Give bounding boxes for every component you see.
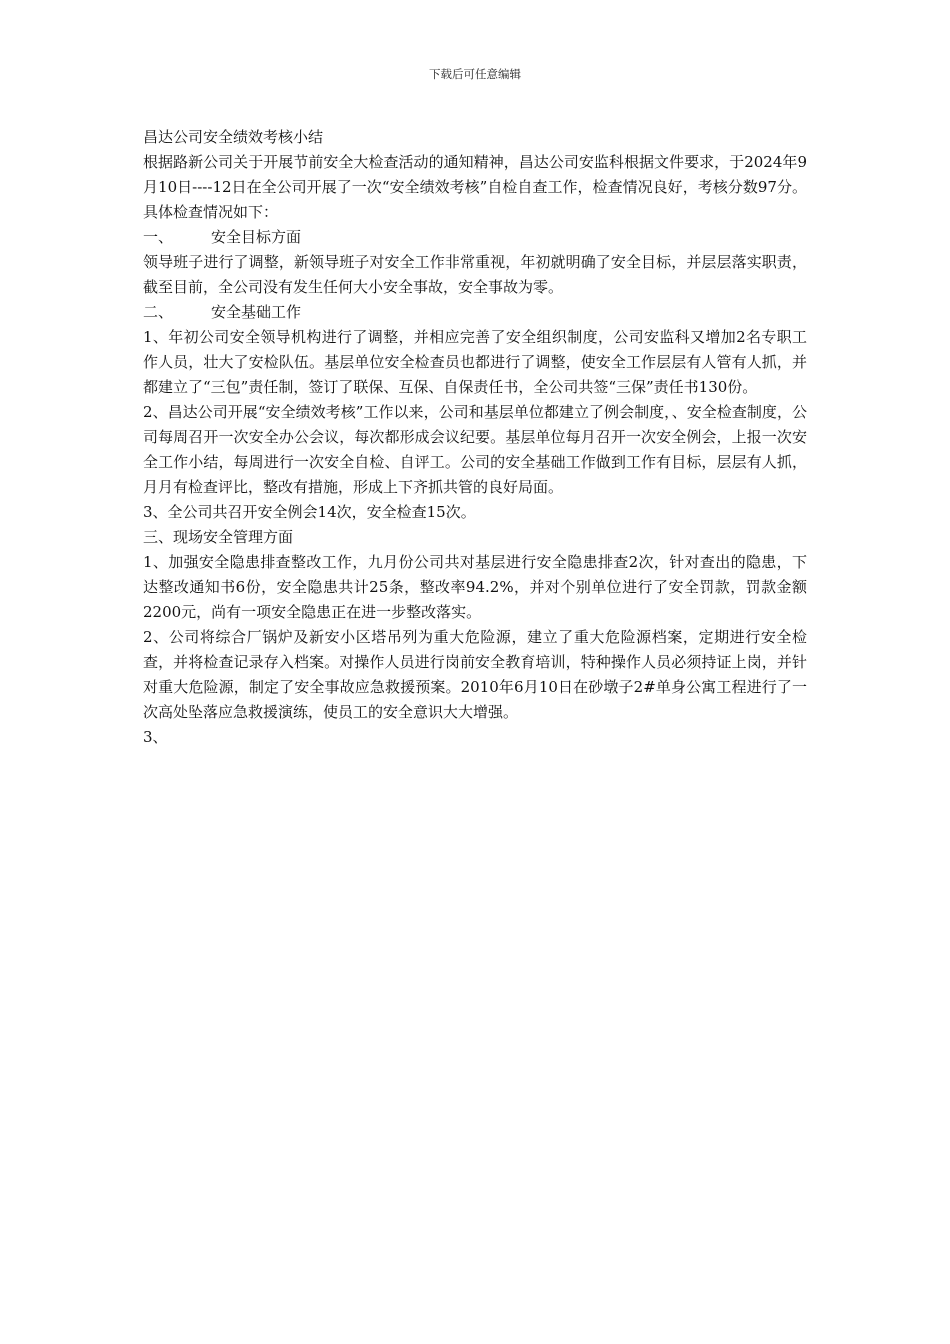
section-heading-3: 三、现场安全管理方面 xyxy=(143,528,294,546)
section-number-1: 一、 xyxy=(143,228,174,246)
section-heading-1 xyxy=(143,225,807,250)
section-title-2: 安全基础工作 xyxy=(211,303,302,321)
section-1-paragraph-1: 领导班子进行了调整，新领导班子对安全工作非常重视，年初就明确了安全目标，并层层落实职责，截至目前，全公司没有发生任何大小安全事故，安全事故为零。 xyxy=(143,253,807,296)
section-number-2: 二、 xyxy=(143,303,174,321)
section-2-paragraph-2: 2、昌达公司开展“安全绩效考核”工作以来，公司和基层单位都建立了例会制度，、安全检查制度，公司每周召开一次安全办公会议，每次都形成会议纪要。基层单位每月召开一次安全例会，上报一次安全工作小结，每周进行一次安全自检、自评工。公司的安全基础工作做到工作有目标，层层有人抓，月月有检查评比，整改有措施，形成上下齐抓共管的良好局面。 xyxy=(143,403,807,496)
section-3-paragraph-2: 2、公司将综合厂锅炉及新安小区塔吊列为重大危险源，建立了重大危险源档案，定期进行安全检查，并将检查记录存入档案。对操作人员进行岗前安全教育培训，特种操作人员必须持证上岗，并针对重大危险源，制定了安全事故应急救援预案。2010年6月10日在砂墩子2#单身公寓工程进行了一次高处坠落应急救援演练，使员工的安全意识大大增强。 xyxy=(143,628,807,721)
section-3-paragraph-1: 1、加强安全隐患排查整改工作，九月份公司共对基层进行安全隐患排查2次，针对查出的隐患，下达整改通知书6份，安全隐患共计25条，整改率94.2%，并对个别单位进行了安全罚款，罚款金额2200元，尚有一项安全隐患正在进一步整改落实。 xyxy=(143,553,807,621)
section-2-paragraph-1: 1、年初公司安全领导机构进行了调整，并相应完善了安全组织制度，公司安监科又增加2名专职工作人员，壮大了安检队伍。基层单位安全检查员也都进行了调整，使安全工作层层有人管有人抓，并都建立了“三包”责任制，签订了联保、互保、自保责任书，全公司共签“三保”责任书130份。 xyxy=(143,328,807,396)
section-2-paragraph-3: 3、全公司共召开安全例会14次，安全检查15次。 xyxy=(143,503,476,521)
document-body xyxy=(143,125,807,750)
section-heading-2 xyxy=(143,300,807,325)
section-3-paragraph-3: 3、 xyxy=(143,728,168,746)
intro-paragraph: 根据路新公司关于开展节前安全大检查活动的通知精神，昌达公司安监科根据文件要求，于2024年9月10日----12日在全公司开展了一次“安全绩效考核”自检自查工作，检查情况良好，考核分数97分。具体检查情况如下： xyxy=(143,153,807,221)
document-title: 昌达公司安全绩效考核小结 xyxy=(143,128,324,146)
section-title-1: 安全目标方面 xyxy=(211,228,302,246)
page-header-note: 下载后可任意编辑 xyxy=(429,67,521,81)
